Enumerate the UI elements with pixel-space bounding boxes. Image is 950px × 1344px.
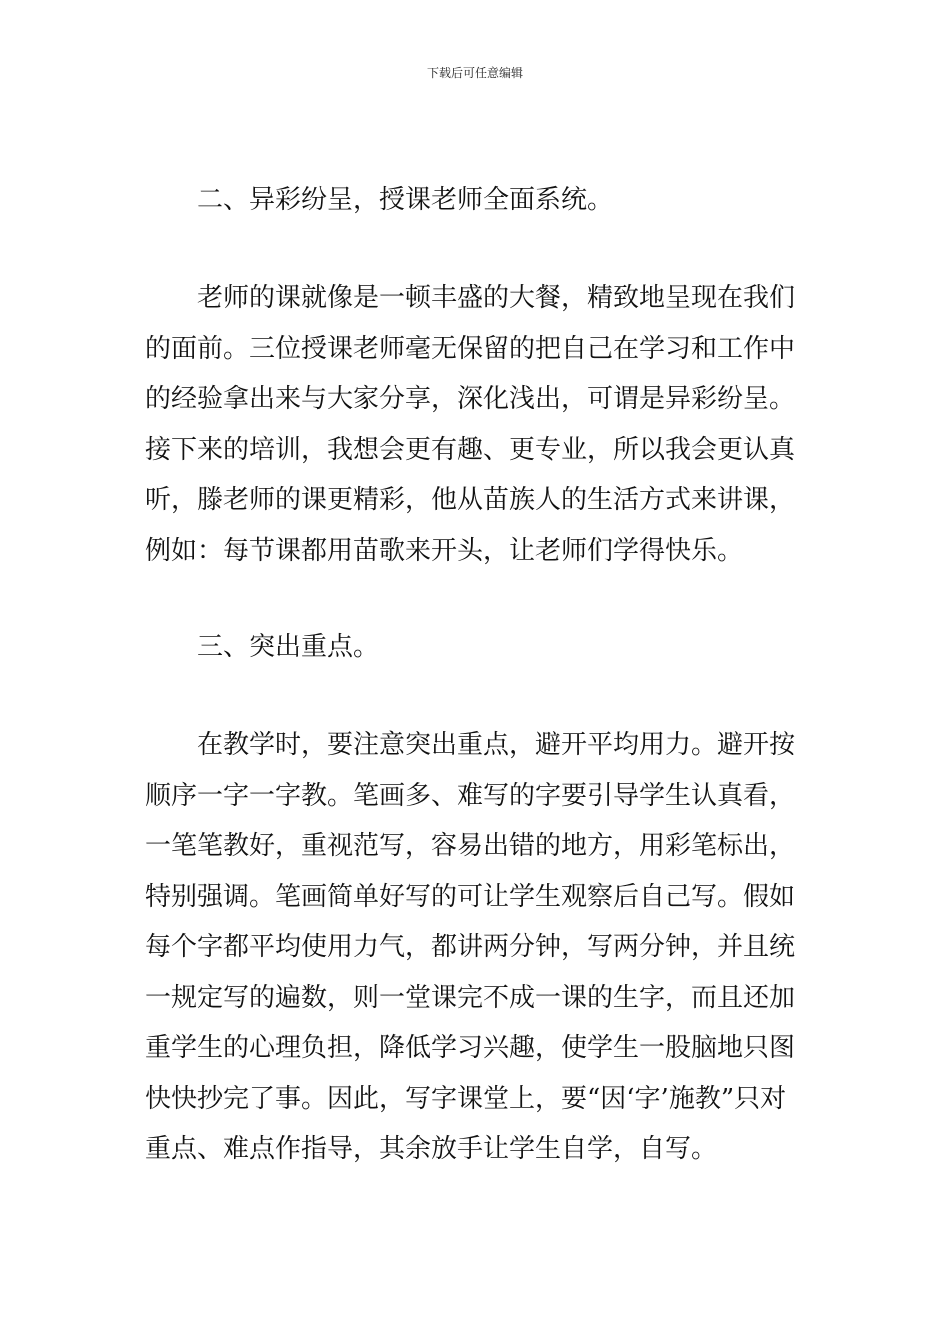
- paragraph-2: 在教学时，要注意突出重点，避开平均用力。避开按顺序一字一字教。笔画多、难写的字要引导学生认真看，一笔笔教好，重视范写，容易出错的地方，用彩笔标出，特别强调。笔画简单好写的可让学生观察后自己写。假如每个字都平均使用力气，都讲两分钟，写两分钟，并且统一规定写的遍数，则一堂课完不成一课的生字，而且还加重学生的心理负担，降低学习兴趣，使学生一股脑地只图快快抄完了事。因此，写字课堂上，要“因‘字’施教”只对重点、难点作指导，其余放手让学生自学，自写。: [145, 730, 796, 1164]
- section-heading-2: 二、异彩纷呈，授课老师全面系统。: [197, 185, 614, 215]
- paragraph-1: 老师的课就像是一顿丰盛的大餐，精致地呈现在我们的面前。三位授课老师毫无保留的把自己在学习和工作中的经验拿出来与大家分享，深化浅出，可谓是异彩纷呈。接下来的培训，我想会更有趣、更专业，所以我会更认真听，滕老师的课更精彩，他从苗族人的生活方式来讲课，例如：每节课都用苗歌来开头，让老师们学得快乐。: [145, 283, 796, 566]
- section-heading-3: 三、突出重点。: [197, 632, 380, 662]
- header-note: 下载后可任意编辑: [426, 66, 523, 80]
